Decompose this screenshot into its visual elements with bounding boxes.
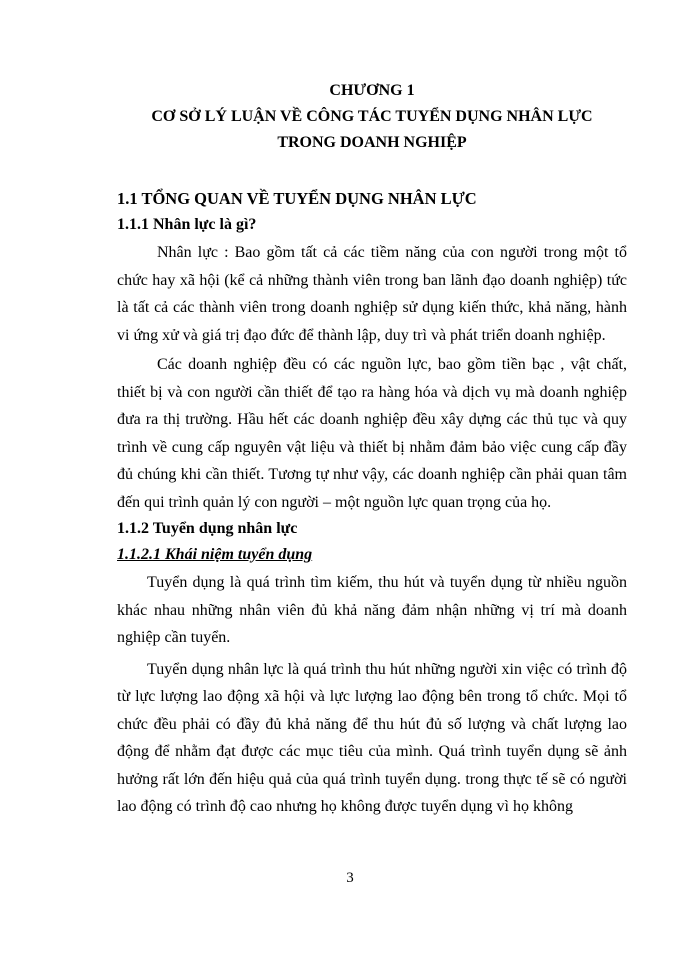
chapter-title-line-1: CƠ SỞ LÝ LUẬN VỀ CÔNG TÁC TUYỂN DỤNG NHÂN LỰC bbox=[151, 108, 593, 125]
section-1-1-heading: 1.1 TỔNG QUAN VỀ TUYỂN DỤNG NHÂN LỰC bbox=[117, 189, 477, 208]
section-1-1-2-1-heading: 1.1.2.1 Khái niệm tuyển dụng bbox=[117, 546, 313, 563]
paragraph-recruitment-process: Tuyển dụng nhân lực là quá trình thu hút những người xin việc có trình độ từ lực lượng lao động xã hội và lực lượng lao động bên trong tổ chức. Mọi tổ chức đều phải có đầy đủ khả năng để thu hút đủ số lượng và chất lượng lao động để nhằm đạt được các mục tiêu của mình. Quá trình tuyển dụng sẽ ảnh hưởng rất lớn đến hiệu quả của quá trình tuyển dụng. trong thực tế sẽ có người lao động có trình độ cao nhưng họ không được tuyển dụng vì họ không bbox=[117, 660, 627, 815]
paragraph-human-resources-definition: Nhân lực : Bao gồm tất cả các tiềm năng của con người trong một tổ chức hay xã hội (kể cả những thành viên trong ban lãnh đạo doanh nghiệp) tức là tất cả các thành viên trong doanh nghiệp sử dụng kiến thức, khả năng, hành vi ứng xử và giá trị đạo đức để thành lập, duy trì và phát triển doanh nghiệp. bbox=[117, 244, 627, 344]
document-page bbox=[117, 78, 627, 821]
chapter-title-line-2: TRONG DOANH NGHIỆP bbox=[277, 134, 467, 151]
chapter-number: CHƯƠNG 1 bbox=[329, 82, 415, 99]
paragraph-recruitment-definition: Tuyển dụng là quá trình tìm kiếm, thu hút và tuyển dụng từ nhiều nguồn khác nhau những nhân viên đủ khả năng đảm nhận những vị trí mà doanh nghiệp cần tuyển. bbox=[117, 574, 627, 646]
paragraph-business-resources: Các doanh nghiệp đều có các nguồn lực, bao gồm tiền bạc , vật chất, thiết bị và con người cần thiết để tạo ra hàng hóa và dịch vụ mà doanh nghiệp đưa ra thị trường. Hầu hết các doanh nghiệp đều xây dựng các thủ tục và quy trình về cung cấp nguyên vật liệu và thiết bị nhằm đảm bảo việc cung cấp đầy đủ chúng khi cần thiết. Tương tự như vậy, các doanh nghiệp cần phải quan tâm đến qui trình quản lý con người – một nguồn lực quan trọng của họ. bbox=[117, 356, 627, 511]
section-1-1-2-heading: 1.1.2 Tuyển dụng nhân lực bbox=[117, 520, 298, 537]
section-1-1-1-heading: 1.1.1 Nhân lực là gì? bbox=[117, 216, 257, 233]
page-number: 3 bbox=[346, 870, 354, 886]
